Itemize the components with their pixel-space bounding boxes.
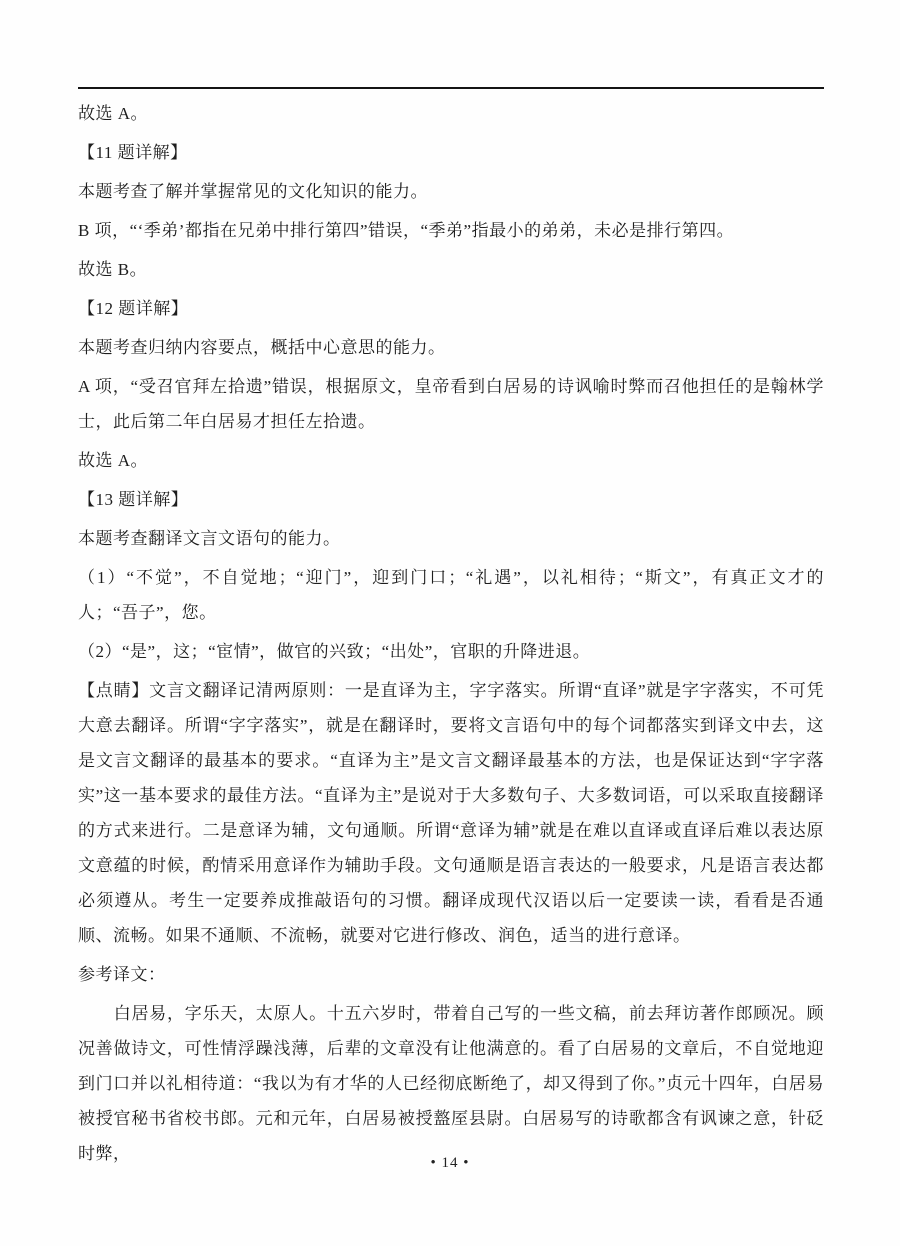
heading-q13-explanation: 【13 题详解】 xyxy=(78,490,189,509)
q13-analysis: 本题考查翻译文言文语句的能力。 xyxy=(78,529,341,548)
reference-translation-body: 白居易，字乐天，太原人。十五六岁时，带着自己写的一些文稿，前去拜访著作郎顾况。顾况善做诗文，可性情浮躁浅薄，后辈的文章没有让他满意的。看了白居易的文章后，不自觉地迎到门口并以礼相待道：“我以为有才华的人已经彻底断绝了，却又得到了你。”贞元十四年，白居易被授官秘书省校书郎。元和元年，白居易被授盩厔县尉。白居易写的诗歌都含有讽谏之意，针砭时弊， xyxy=(78,1004,824,1163)
document-content xyxy=(78,96,824,1175)
dianjing-note: 【点睛】文言文翻译记清两原则：一是直译为主，字字落实。所谓“直译”就是字字落实，不可凭大意去翻译。所谓“字字落实”，就是在翻译时，要将文言语句中的每个词都落实到译文中去，这是文言文翻译的最基本的要求。“直译为主”是文言文翻译最基本的方法，也是保证达到“字字落实”这一基本要求的最佳方法。“直译为主”是说对于大多数句子、大多数词语，可以采取直接翻译的方式来进行。二是意译为辅，文句通顺。所谓“意译为辅”就是在难以直译或直译后难以表达原文意蕴的时候，酌情采用意译作为辅助手段。文句通顺是语言表达的一般要求，凡是语言表达都必须遵从。考生一定要养成推敲语句的习惯。翻译成现代汉语以后一定要读一读，看看是否通顺、流畅。如果不通顺、不流畅，就要对它进行修改、润色，适当的进行意译。 xyxy=(78,681,824,945)
heading-q12-explanation: 【12 题详解】 xyxy=(78,299,189,318)
header-rule xyxy=(78,87,824,89)
q11-analysis: 本题考查了解并掌握常见的文化知识的能力。 xyxy=(78,182,428,201)
q13-translation-point-2: （2）“是”，这；“宦情”，做官的兴致；“出处”，官职的升降进退。 xyxy=(78,642,591,661)
q13-translation-point-1: （1）“不觉”，不自觉地；“迎门”，迎到门口；“礼遇”，以礼相待；“斯文”，有真正文才的人；“吾子”，您。 xyxy=(78,568,824,622)
q11-option-b-analysis: B 项，“‘季弟’都指在兄弟中排行第四”错误，“季弟”指最小的弟弟，未必是排行第四。 xyxy=(78,221,735,240)
page-number: • 14 • xyxy=(430,1155,470,1171)
heading-q11-explanation: 【11 题详解】 xyxy=(78,143,188,162)
answer-choice-a-q12: 故选 A。 xyxy=(78,451,149,470)
answer-choice-b-q11: 故选 B。 xyxy=(78,260,148,279)
q12-option-a-analysis: A 项，“受召官拜左拾遗”错误，根据原文，皇帝看到白居易的诗讽喻时弊而召他担任的是翰林学士，此后第二年白居易才担任左拾遗。 xyxy=(78,377,824,431)
q12-analysis: 本题考查归纳内容要点，概括中心意思的能力。 xyxy=(78,338,446,357)
answer-choice-a-q10: 故选 A。 xyxy=(78,104,149,123)
reference-translation-label: 参考译文： xyxy=(78,965,166,984)
